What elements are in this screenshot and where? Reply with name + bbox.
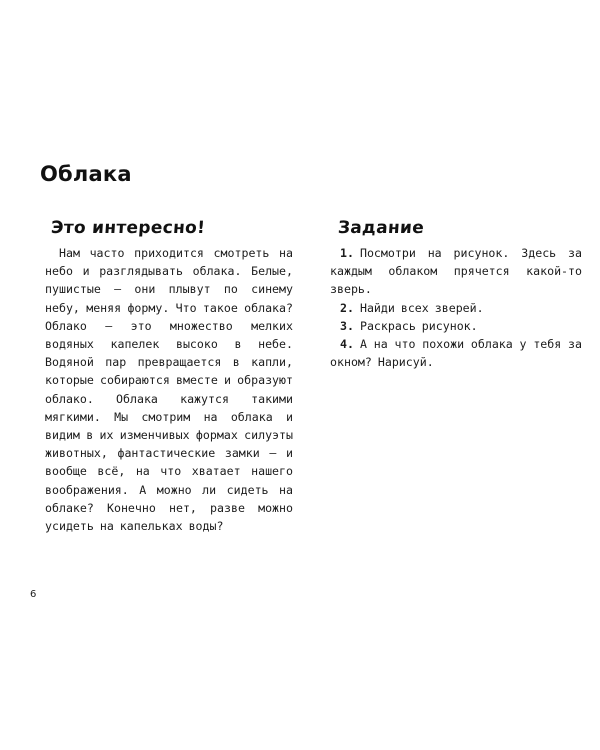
interesting-text: Нам часто приходится смотреть на небо и разглядывать облака. Белые, пушистые — они плывут по синему небу, меняя форму. Что такое облака? Облако — это множество мелких водяных капелек высоко в небе. Водяной пар превращается в капли, которые собираются вместе и образуют облако. Облака кажутся такими мягкими. Мы смотрим на облака и видим в их изменчивых формах силуэты животных, фантастические замки — и вообще всё, на что хватает нашего воображения. А можно ли сидеть на облаке? Конечно нет, разве можно усидеть на капельках воды? [45,246,293,534]
task-section [330,218,582,371]
task-number: 2. [340,300,354,315]
task-item [330,299,582,317]
task-item [330,335,582,371]
task-text: Найди всех зверей. [359,300,484,315]
task-number: 4. [340,337,354,352]
interesting-heading: Это интересно! [50,218,206,238]
task-list [330,244,582,371]
page-title: Облака [40,162,132,186]
task-heading: Задание [337,218,425,238]
task-number: 1. [340,246,354,260]
task-text: Раскрась рисунок. [359,318,478,333]
task-item [330,317,582,335]
task-number: 3. [340,318,354,333]
task-text: А на что похожи облака у тебя за окном? Нарисуй. [330,337,582,370]
interesting-section [45,218,293,535]
task-item [330,244,582,299]
task-text: Посмотри на рисунок. Здесь за каждым облаком прячется какой-то зверь. [330,246,582,297]
page-number: 6 [30,589,37,600]
